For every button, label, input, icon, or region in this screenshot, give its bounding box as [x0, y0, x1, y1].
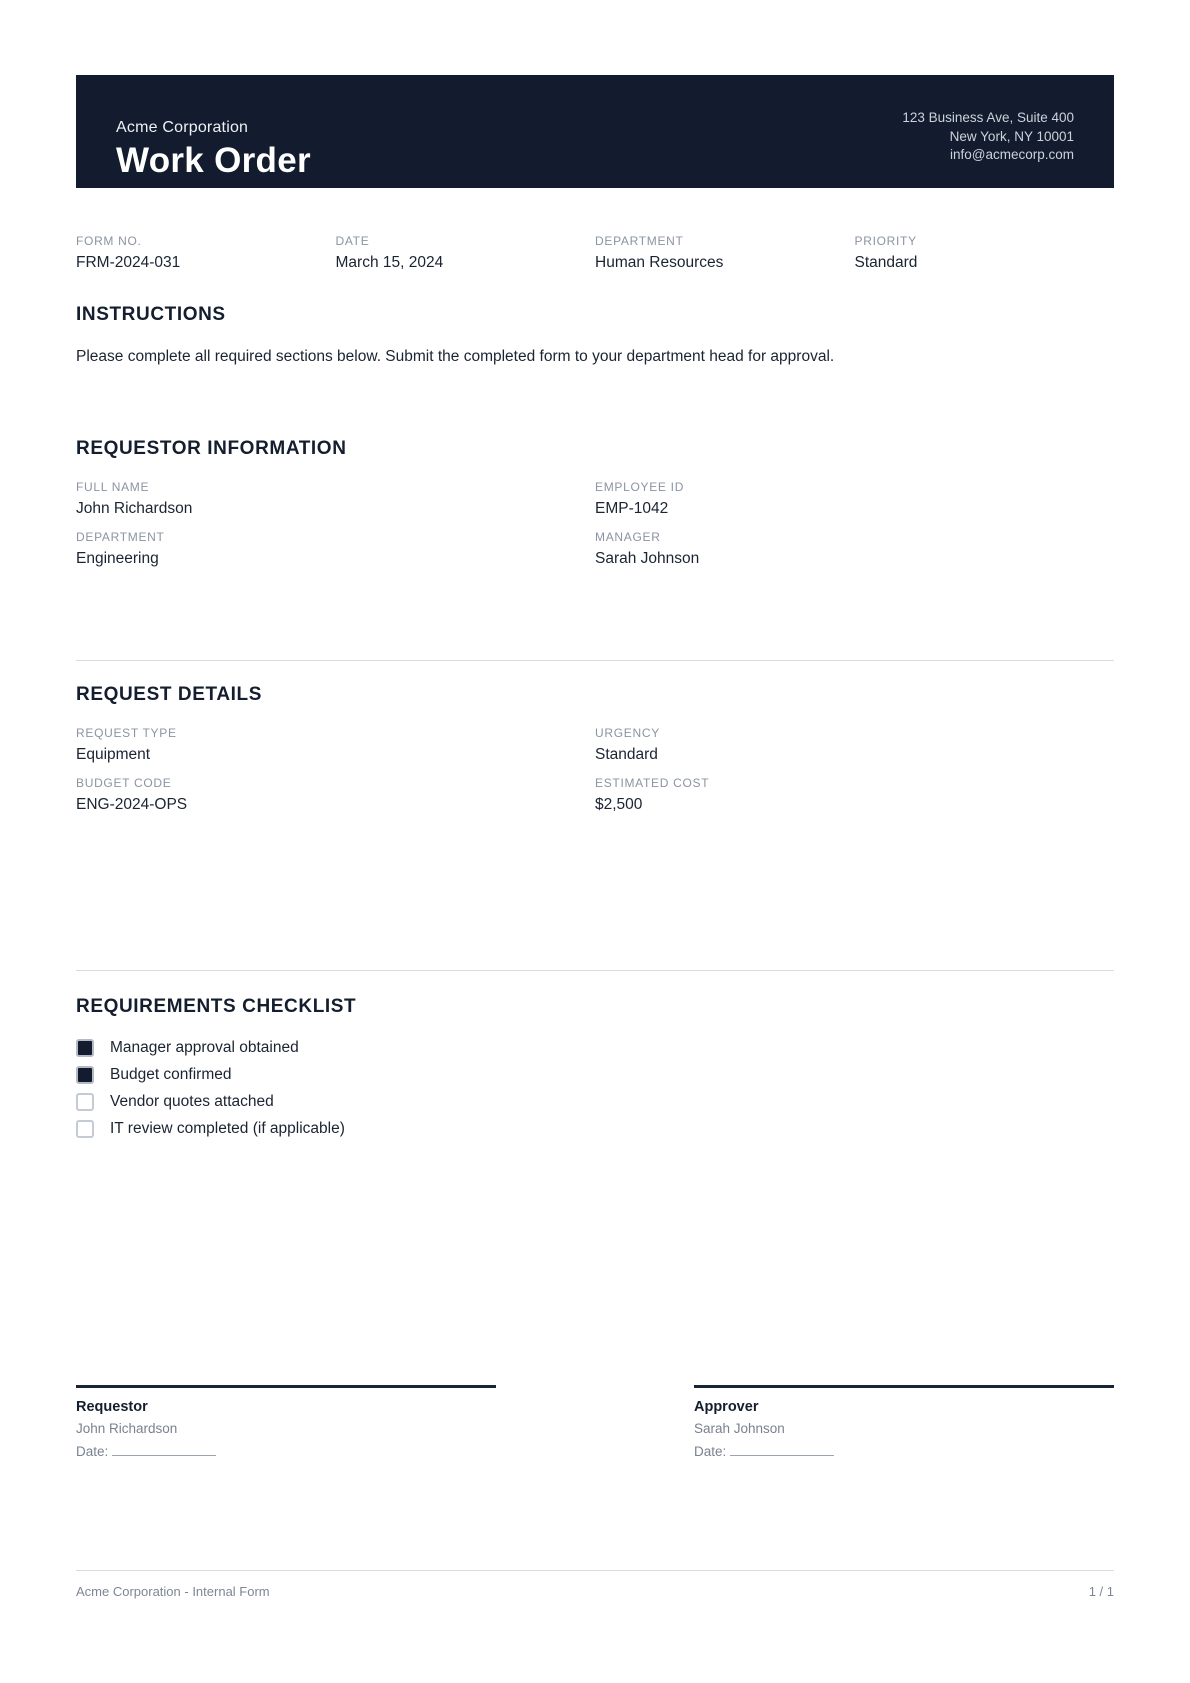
checklist-item	[76, 1066, 1114, 1084]
field-request-type	[76, 726, 595, 764]
field-value: Engineering	[76, 549, 159, 567]
signature-name: Sarah Johnson	[694, 1421, 785, 1436]
company-address	[902, 109, 1074, 188]
footer-text: Acme Corporation - Internal Form	[76, 1584, 270, 1599]
requestor-signature-block	[76, 1385, 496, 1459]
signature-date-row	[694, 1443, 1114, 1459]
field-value: FRM-2024-031	[76, 254, 181, 271]
field-value: ENG-2024-OPS	[76, 795, 188, 813]
field-value: Standard	[595, 745, 658, 763]
field-employee-id	[595, 480, 1114, 518]
field-full-name	[76, 480, 595, 518]
meta-field-department	[595, 234, 855, 272]
field-label: REQUEST TYPE	[76, 725, 177, 740]
requestor-information-fields	[76, 480, 1114, 568]
section-divider	[76, 660, 1114, 661]
field-budget-code	[76, 776, 595, 814]
signature-section	[76, 1385, 1114, 1459]
field-label: DATE	[335, 234, 370, 248]
meta-field-date	[336, 234, 596, 272]
form-meta-row	[76, 234, 1114, 272]
signature-date-row	[76, 1443, 496, 1459]
meta-field-priority	[855, 234, 1115, 272]
document-header	[76, 75, 1114, 188]
checkbox-budget-confirmed[interactable]	[76, 1066, 94, 1084]
address-line-2: New York, NY 10001	[949, 128, 1074, 144]
signature-role: Approver	[694, 1399, 759, 1415]
field-label: FULL NAME	[76, 479, 150, 494]
date-fill-line[interactable]	[112, 1443, 216, 1456]
field-label: BUDGET CODE	[76, 775, 172, 790]
requirements-checklist	[76, 1039, 1114, 1138]
signature-role: Requestor	[76, 1399, 148, 1415]
checklist-item-label: Manager approval obtained	[110, 1038, 299, 1056]
checkbox-vendor-quotes[interactable]	[76, 1093, 94, 1111]
field-label: FORM NO.	[76, 234, 142, 248]
field-department	[76, 530, 595, 568]
field-label: EMPLOYEE ID	[595, 479, 685, 494]
field-manager	[595, 530, 1114, 568]
field-value: John Richardson	[76, 499, 193, 517]
field-value: $2,500	[595, 795, 643, 813]
signature-name: John Richardson	[76, 1421, 178, 1436]
field-value: Equipment	[76, 745, 151, 763]
checkbox-it-review[interactable]	[76, 1120, 94, 1138]
address-line-1: 123 Business Ave, Suite 400	[902, 110, 1074, 126]
field-value: Standard	[854, 254, 918, 271]
date-fill-line[interactable]	[730, 1443, 834, 1456]
field-urgency	[595, 726, 1114, 764]
field-value: Human Resources	[595, 254, 724, 271]
field-value: Sarah Johnson	[595, 549, 700, 567]
company-name: Acme Corporation	[116, 119, 249, 137]
instructions-text: Please complete all required sections below. Submit the completed form to your department head for approval.	[76, 348, 835, 365]
field-label: DEPARTMENT	[76, 529, 165, 544]
field-label: MANAGER	[595, 529, 661, 544]
field-label: PRIORITY	[854, 234, 917, 248]
date-label: Date:	[694, 1444, 727, 1459]
header-brand-block	[116, 119, 311, 188]
field-label: ESTIMATED COST	[595, 775, 710, 790]
requirements-checklist-heading: REQUIREMENTS CHECKLIST	[76, 995, 357, 1017]
field-label: DEPARTMENT	[595, 234, 684, 248]
field-label: URGENCY	[595, 725, 660, 740]
checklist-item	[76, 1120, 1114, 1138]
field-value: March 15, 2024	[335, 254, 444, 271]
approver-signature-block	[694, 1385, 1114, 1459]
checklist-item-label: Budget confirmed	[110, 1065, 232, 1083]
request-details-heading: REQUEST DETAILS	[76, 683, 262, 705]
requestor-information-heading: REQUESTOR INFORMATION	[76, 437, 347, 459]
page-number: 1 / 1	[1088, 1584, 1114, 1599]
checklist-item	[76, 1093, 1114, 1111]
field-estimated-cost	[595, 776, 1114, 814]
section-divider	[76, 970, 1114, 971]
address-line-3: info@acmecorp.com	[950, 146, 1074, 162]
document-footer	[76, 1570, 1114, 1599]
checkbox-manager-approval[interactable]	[76, 1039, 94, 1057]
field-value: EMP-1042	[595, 499, 669, 517]
checklist-item-label: Vendor quotes attached	[110, 1092, 274, 1110]
checklist-item	[76, 1039, 1114, 1057]
meta-field-form-no	[76, 234, 336, 272]
document-title: Work Order	[116, 141, 311, 181]
date-label: Date:	[76, 1444, 109, 1459]
instructions-heading: INSTRUCTIONS	[76, 304, 226, 325]
request-details-fields	[76, 726, 1114, 814]
checklist-item-label: IT review completed (if applicable)	[110, 1119, 345, 1137]
